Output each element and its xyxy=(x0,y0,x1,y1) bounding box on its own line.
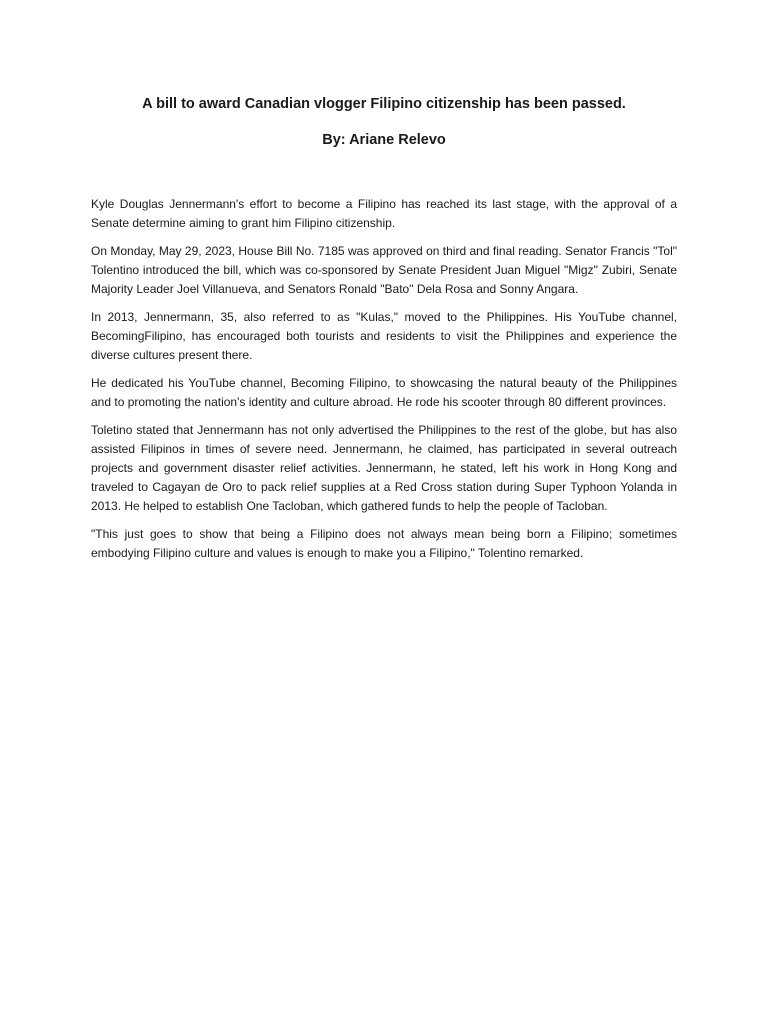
article-byline: By: Ariane Relevo xyxy=(322,132,446,148)
paragraph: Kyle Douglas Jennermann's effort to become a Filipino has reached its last stage, with the approval of a Senate determine aiming to grant him Filipino citizenship. xyxy=(91,197,677,230)
paragraph: Toletino stated that Jennermann has not only advertised the Philippines to the rest of the globe, but has also assisted Filipinos in times of severe need. Jennermann, he claimed, has participated in several outreach projects and government disaster relief activities. Jennermann, he stated, left his work in Hong Kong and traveled to Cagayan de Oro to pack relief supplies at a Red Cross station during Super Typhoon Yolanda in 2013. He helped to establish One Tacloban, which gathered funds to help the people of Tacloban. xyxy=(91,423,677,513)
article-body xyxy=(91,195,677,572)
paragraph: In 2013, Jennermann, 35, also referred to as "Kulas," moved to the Philippines. His YouTube channel, BecomingFilipino, has encouraged both tourists and residents to visit the Philippines and experience the diverse cultures present there. xyxy=(91,310,677,362)
paragraph: He dedicated his YouTube channel, Becoming Filipino, to showcasing the natural beauty of the Philippines and to promoting the nation's identity and culture abroad. He rode his scooter through 80 different provinces. xyxy=(91,376,677,409)
paragraph: On Monday, May 29, 2023, House Bill No. 7185 was approved on third and final reading. Senator Francis "Tol" Tolentino introduced the bill, which was co-sponsored by Senate President Juan Miguel "Migz" Zubiri, Senate Majority Leader Joel Villanueva, and Senators Ronald "Bato" Dela Rosa and Sonny Angara. xyxy=(91,244,677,296)
paragraph: "This just goes to show that being a Filipino does not always mean being born a Filipino; sometimes embodying Filipino culture and values is enough to make you a Filipino," Tolentino remarked. xyxy=(91,527,677,560)
article-title: A bill to award Canadian vlogger Filipino citizenship has been passed. xyxy=(142,96,626,112)
